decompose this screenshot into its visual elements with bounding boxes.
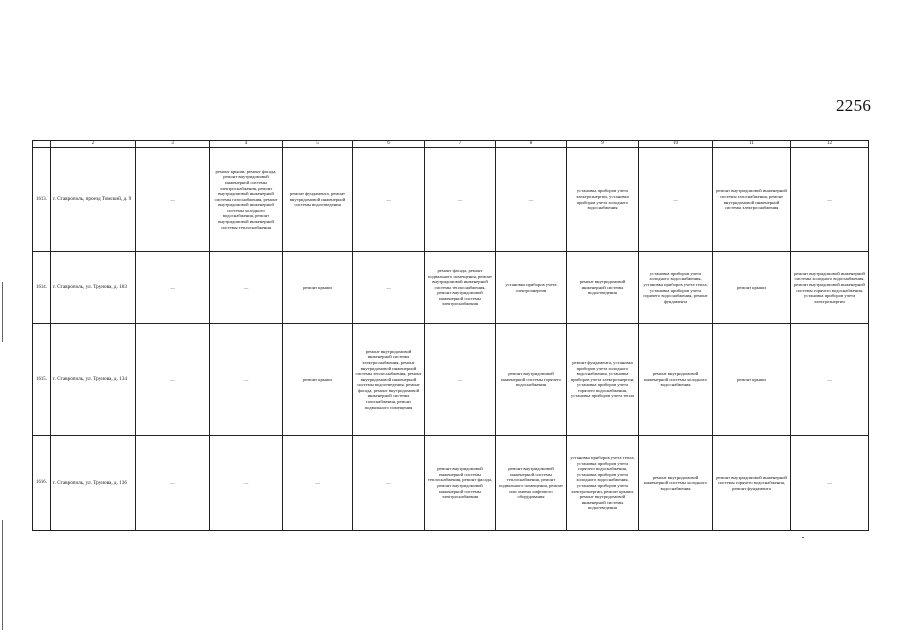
row-number: 1613.: [33, 148, 51, 252]
table-cell: ремонт внутридомовой инженерной системы холодного водоснабжения: [639, 324, 713, 436]
header-cell: 5: [283, 141, 353, 148]
table-cell: —: [425, 324, 496, 436]
left-edge-mark: [2, 520, 3, 630]
header-cell: 6: [353, 141, 425, 148]
table-cell: —: [210, 252, 283, 324]
address-cell: г. Ставрополь, ул. Трунова, д. 136: [51, 436, 136, 531]
table-cell: —: [136, 324, 210, 436]
table-cell: ремонт крыши: [713, 324, 791, 436]
table-row: [33, 324, 869, 436]
header-cell: 7: [425, 141, 496, 148]
header-cell: 10: [639, 141, 713, 148]
header-cell: 9: [567, 141, 639, 148]
table-cell: —: [210, 436, 283, 531]
table-cell: —: [425, 148, 496, 252]
table-cell: —: [136, 436, 210, 531]
table-cell: —: [136, 252, 210, 324]
header-cell: [33, 141, 51, 148]
table-cell: —: [283, 436, 353, 531]
table-cell: —: [210, 324, 283, 436]
header-cell: 8: [496, 141, 567, 148]
address-cell: г. Ставрополь, ул. Трунова, д. 134: [51, 324, 136, 436]
table-row: [33, 436, 869, 531]
table-cell: установка приборов учета тепла, установка приборов учета горячего водоснабжения, установка приборов учета холодного водоснабжения, установка приборов учета электроэнергии, ремонт крыши, ремонт внутридомовой инженерной системы водоотведения: [567, 436, 639, 531]
table-cell: ремонт крыши: [283, 324, 353, 436]
table-cell: ремонт внутридомовой инженерной системы холодного водоснабжения: [639, 436, 713, 531]
table-cell: —: [353, 252, 425, 324]
row-number: 1615.: [33, 324, 51, 436]
row-number: 1614.: [33, 252, 51, 324]
address-cell: г. Ставрополь, проезд Томский, д. 9: [51, 148, 136, 252]
table-row: [33, 148, 869, 252]
table-cell: ремонт крыши: [713, 252, 791, 324]
table-cell: ремонт фундамента, установка приборов учета холодного водоснабжения, установка приборов учета электроэнергии, установка приборов учета горячего водоснабжения, установка приборов учета тепла: [567, 324, 639, 436]
table-cell: ремонт внутридомовой инженерной системы горячего водоснабжения: [496, 324, 567, 436]
table-cell: ремонт внутридомовой инженерной системы теплоснабжения, ремонт фасада, ремонт внутридомовой инженерной системы электроснабжения: [425, 436, 496, 531]
table-cell: ремонт внутридомовой инженерной системы холодного водоснабжения, ремонт внутридомовой инженерной системы горячего водоснабжения, установка приборов учета электроэнергии: [791, 252, 869, 324]
table-cell: —: [136, 148, 210, 252]
table-cell: ремонт внутридомовой инженерной системы электроснабжения, ремонт внутридомовой инженерной системы теплоснабжения, ремонт внутридомовой инженерной системы водоотведения, ремонт фасада, ремонт внутридомовой инженерной системы газоснабжения, ремонт подвального помещения: [353, 324, 425, 436]
table-cell: ремонт крыши, ремонт фасада, ремонт внутридомовой инженерной системы электроснабжения, ремонт внутридомовой инженерной системы газоснабжения, ремонт внутридомовой инженерной системы холодного водоснабжения, ремонт внутридомовой инженерной системы теплоснабжения: [210, 148, 283, 252]
table-cell: установка приборов учета холодного водоснабжения, установка приборов учета тепла, установка приборов учета горячего водоснабжения, ремонт фундамента: [639, 252, 713, 324]
header-cell: 2: [51, 141, 136, 148]
table-cell: ремонт внутридомовой инженерной системы газоснабжения, ремонт внутридомовой инженерной системы электроснабжения: [713, 148, 791, 252]
table-cell: —: [353, 148, 425, 252]
table-row: [33, 252, 869, 324]
table-cell: установка приборов учета электроэнергии, установка приборов учета холодного водоснабжения: [567, 148, 639, 252]
header-cell: 12: [791, 141, 869, 148]
right-edge-dot: [802, 537, 804, 538]
row-number: 1616.: [33, 436, 51, 531]
table-cell: —: [353, 436, 425, 531]
table-cell: ремонт фасада, ремонт подвального помещения, ремонт внутридомовой инженерной системы теплоснабжения, ремонт внутридомовой инженерной системы электроснабжения: [425, 252, 496, 324]
header-cell: 3: [136, 141, 210, 148]
address-cell: г. Ставрополь, ул. Трунова, д. 103: [51, 252, 136, 324]
left-edge-mark: [2, 282, 3, 342]
table-cell: —: [791, 324, 869, 436]
table-cell: ремонт внутридомовой инженерной системы теплоснабжения, ремонт подвального помещения, ремонт или замена лифтового оборудования: [496, 436, 567, 531]
table-cell: ремонт фундамента, ремонт внутридомовой инженерной системы водоотведения: [283, 148, 353, 252]
table-cell: установка приборов учета электроэнергии: [496, 252, 567, 324]
header-cell: 11: [713, 141, 791, 148]
table-cell: —: [791, 148, 869, 252]
table-cell: ремонт внутридомовой инженерной системы водоотведения: [567, 252, 639, 324]
table-cell: ремонт внутридомовой инженерной системы горячего водоснабжения, ремонт фундамента: [713, 436, 791, 531]
table-cell: —: [639, 148, 713, 252]
table-cell: —: [791, 436, 869, 531]
capital-repair-table: [32, 140, 869, 531]
header-cell: 4: [210, 141, 283, 148]
table-cell: —: [496, 148, 567, 252]
page-number: 2256: [836, 96, 872, 115]
column-number-header: [33, 141, 869, 148]
table-cell: ремонт крыши: [283, 252, 353, 324]
